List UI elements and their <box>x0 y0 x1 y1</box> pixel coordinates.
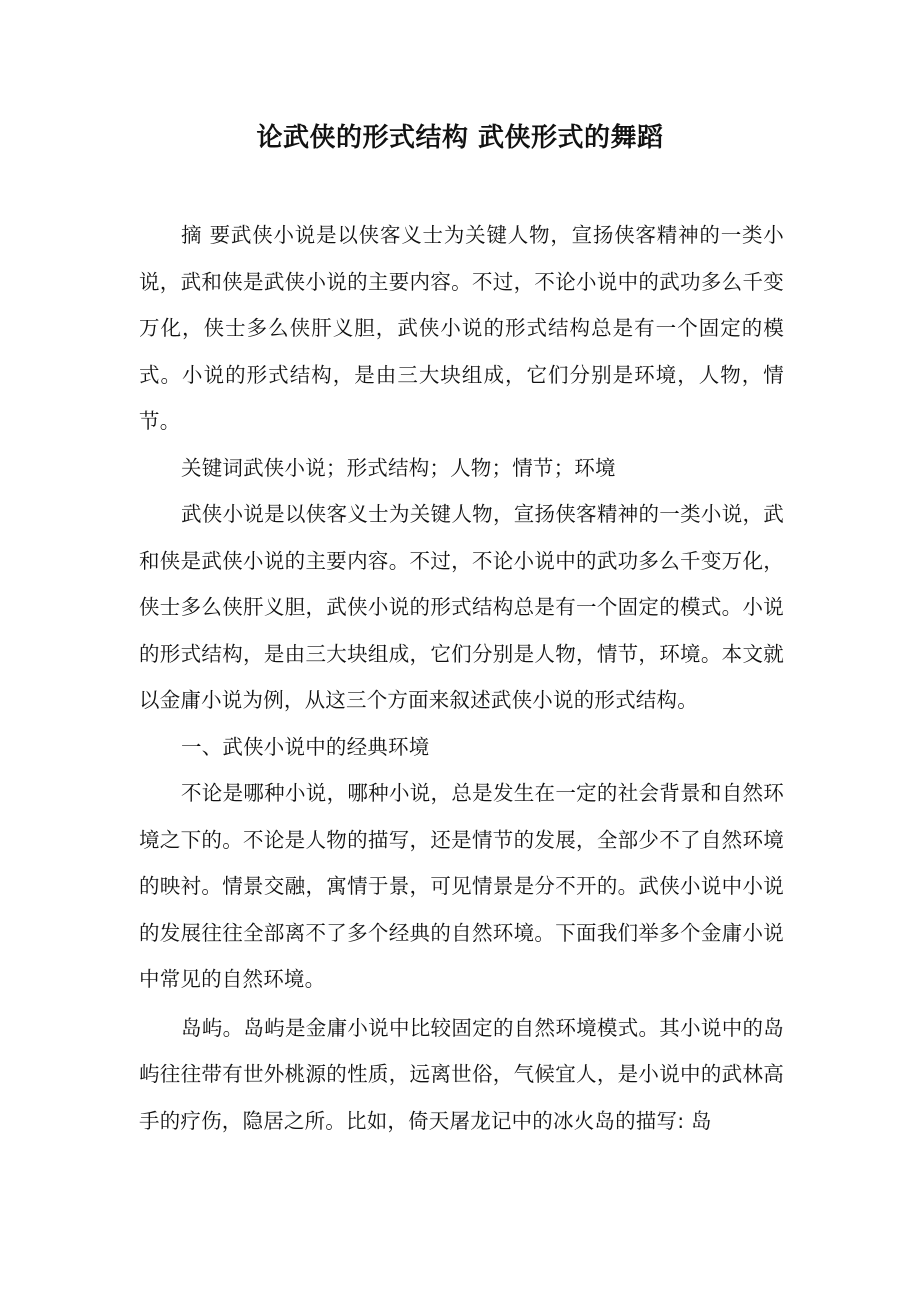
document-body <box>139 212 784 1144</box>
intro-paragraph: 武侠小说是以侠客义士为关键人物，宣扬侠客精神的一类小说，武和侠是武侠小说的主要内容。不过，不论小说中的武功多么千变万化，侠士多么侠肝义胆，武侠小说的形式结构总是有一个固定的模式。小说的形式结构，是由三大块组成，它们分别是人物，情节，环境。本文就以金庸小说为例，从这三个方面来叙述武侠小说的形式结构。 <box>139 502 784 712</box>
body-paragraph: 岛屿。岛屿是金庸小说中比较固定的自然环境模式。其小说中的岛屿往往带有世外桃源的性质，远离世俗，气候宜人，是小说中的武林高手的疗伤，隐居之所。比如，倚天屠龙记中的冰火岛的描写: 岛 <box>139 1015 784 1133</box>
section-heading: 一、武侠小说中的经典环境 <box>181 734 430 759</box>
body-paragraph: 不论是哪种小说，哪种小说，总是发生在一定的社会背景和自然环境之下的。不论是人物的描写，还是情节的发展，全部少不了自然环境的映衬。情景交融，寓情于景，可见情景是分不开的。武侠小说中小说的发展往往全部离不了多个经典的自然环境。下面我们举多个金庸小说中常见的自然环境。 <box>139 781 784 991</box>
keywords-paragraph: 关键词武侠小说；形式结构；人物；情节；环境 <box>181 455 616 480</box>
document-title: 论武侠的形式结构 武侠形式的舞蹈 <box>256 123 664 153</box>
abstract-paragraph: 摘 要武侠小说是以侠客义士为关键人物，宣扬侠客精神的一类小说，武和侠是武侠小说的主要内容。不过，不论小说中的武功多么千变万化，侠士多么侠肝义胆，武侠小说的形式结构总是有一个固定的模式。小说的形式结构，是由三大块组成，它们分别是环境，人物，情节。 <box>139 223 784 433</box>
